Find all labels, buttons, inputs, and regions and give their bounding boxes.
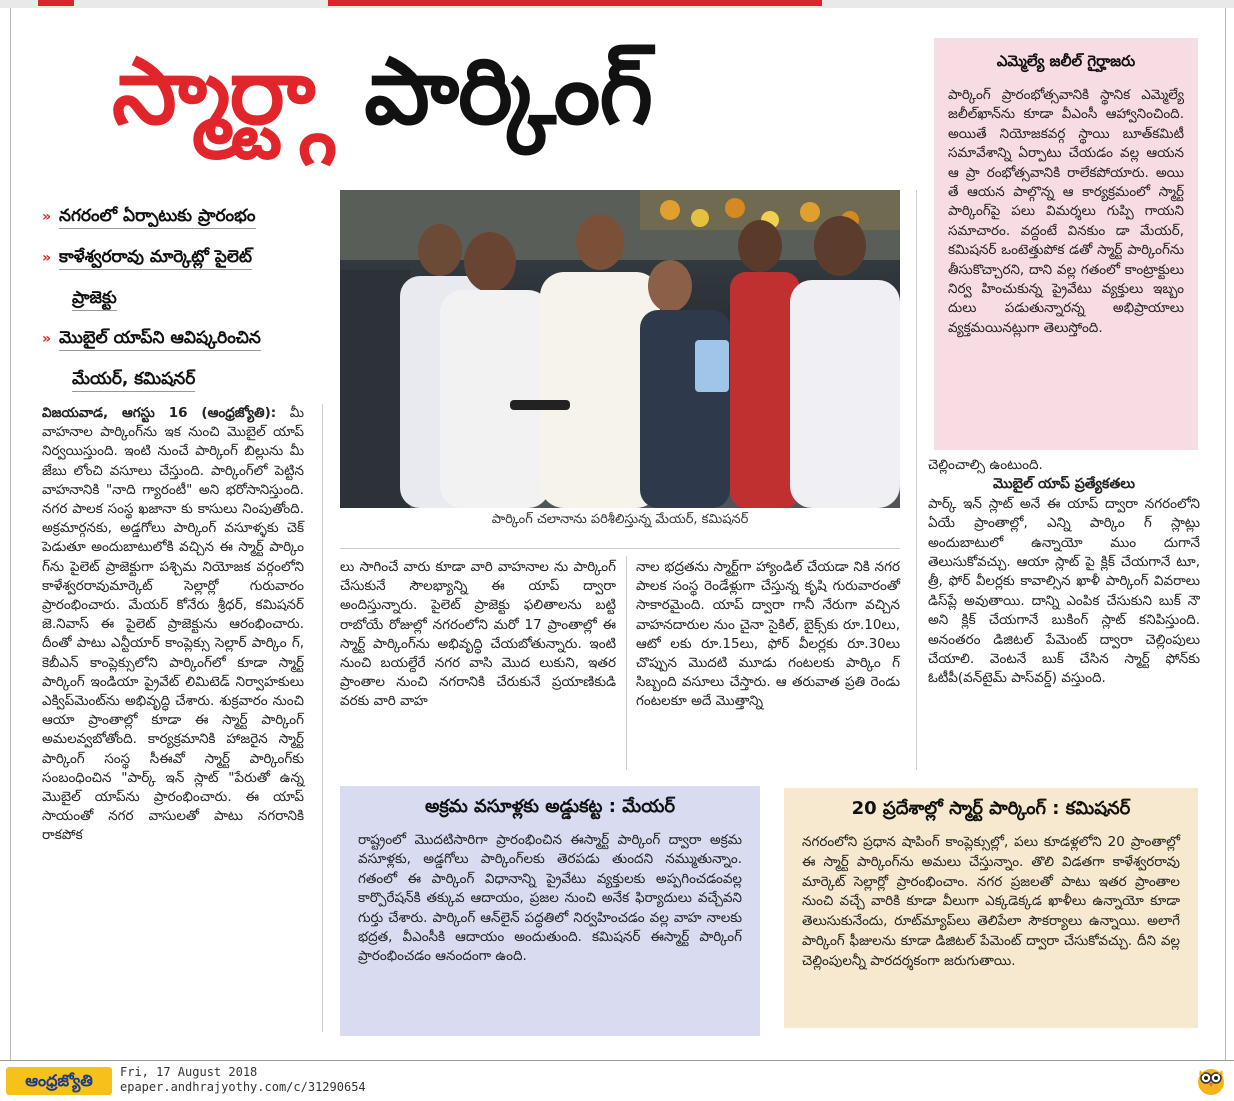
photo-caption: పార్కింగ్ చలానాను పరిశీలిస్తున్న మేయర్, కమిషనర్ xyxy=(491,512,749,527)
double-arrow-icon: » xyxy=(42,209,52,225)
column-divider xyxy=(626,556,627,770)
dateline: విజయవాడ, ఆగస్టు 16 (ఆంధ్రజ్యోతి): xyxy=(42,405,277,421)
article-column-4 xyxy=(928,456,1200,689)
quote-box-title: 20 ప్రదేశాల్లో స్మార్ట్ పార్కింగ్ : కమిషనర్ xyxy=(851,798,1131,819)
article-text: మీ వాహనాల పార్కింగ్‌ను ఇక నుంచి మొబైల్ యాప్ నిర్వయిస్తుంది. ఇంటి నుంచే పార్కింగ్ బిల్లును మీ జేబు లోంచి వసూలు చేస్తుంది. పార్కింగ్‌లో పెట్టిన వాహనానికి "నాది గ్యారంటీ" అని భరోసానిస్తుంది. నగర పాలక సంస్థ ఖజానా కు కాసులు నింపుతోంది. అక్రమార్గనకు, అడ్డగోలు పార్కింగ్ వసూళ్ళకు చెక్ పెడుతూ అందుబాటులోకి వచ్చిన ఈ స్మార్ట్ పార్కిం గ్‌ను పైలెట్ ప్రాజెక్టుగా పశ్చిమ నియోజక వర్గంలోని కాళేశ్వరరావుమార్కెట్ సెల్లార్లో గురువారం ప్రారంభించారు. మేయర్ కోనేరు శ్రీధర్, కమిషనర్ జె.నివాస్ ఈ పైలెట్ ప్రాజెక్టును ఆరంభించారు. దీంతో పాటు ఎన్టీయార్ కాంప్లెక్సు సెల్లార్ పార్కిం గ్, కెబీఎన్ కాంప్లెక్సులోని పార్కింగ్‌లో కూడా స్మార్ట్ పార్కింగ్ ఇండియా ప్రైవేట్ లిమిటెడ్ నిర్వాహకులు ఎక్విప్‌మెంట్‌ను అభివృద్ధి చేశారు. శుక్రవారం నుంచి ఆయా ప్రాంతాల్లో కూడా ఈ స్మార్ట్ పార్కింగ్ అమలవ్వబోతోంది. కార్యక్రమానికి హాజరైన స్మార్ట్ పార్కింగ్ సంస్థ సీఈవో స్మార్ట్ పార్కింగ్‌కు సంబంధించిన "పార్క్ ఇన్ స్లాట్ "పేరుతో ఉన్న మొబైల్ యాప్‌ను ప్రారంభించారు. ఈ యాప్ సాయంతో నగర వాసులతో పాటు నగరానికి రాకపోక xyxy=(42,405,304,844)
column-divider xyxy=(916,190,917,770)
photo-illustration xyxy=(340,190,900,508)
bullet-item xyxy=(42,237,332,318)
headline-red-part: స్మార్ట్ xyxy=(112,38,334,145)
bullet-item xyxy=(42,318,332,399)
andhrajyothy-logo[interactable]: ఆంధ్రజ్యోతి xyxy=(6,1067,112,1095)
edition-date: Fri, 17 August 2018 xyxy=(120,1065,258,1079)
column-divider xyxy=(322,404,323,1032)
quote-box-title: అక్రమ వసూళ్లకు అడ్డుకట్ట : మేయర్ xyxy=(424,796,676,817)
top-red-bar-center xyxy=(328,0,822,6)
footer-meta xyxy=(120,1065,366,1095)
double-arrow-icon: » xyxy=(42,250,52,266)
quote-box-text: నగరంలోని ప్రధాన షాపింగ్ కాంప్లెక్సుల్లో, పలు కూడళ్లలోని 20 ప్రాంతాల్లో ఈ స్మార్ట్ పార్కింగ్‌ను అమలు చేస్తున్నాం. తొలి విడతగా కాళేశ్వరరావు మార్కెట్ సెల్లార్లో ప్రారంభించాం. నగర ప్రజలతో పాటు ఇతర ప్రాంతాల నుంచి వచ్చే వారికి కూడా వీలుగా ఎక్కడెక్కడ ఖాళీలు ఉన్నాయో కూడా తెలుసుకునేందు, రూట్‌మ్యాప్‌లు తెలిపేలా సౌకర్యాలు ఉన్నాయి. అలాగే పార్కింగ్ ఫీజులను కూడా డిజిటల్ పేమెంట్ ద్వారా చేసుకోవచ్చు. దీని వల్ల చెల్లింపులన్నీ పారదర్శకంగా జరుగుతాయి. xyxy=(802,834,1180,969)
bullet-text: మొబైల్ యాప్‌ని ఆవిష్కరించిన xyxy=(59,328,261,351)
owl-icon xyxy=(1196,1064,1226,1096)
quote-box-commissioner xyxy=(784,788,1198,1028)
article-column-3: నాల భద్రతను స్మార్ట్‌గా హ్యాండిల్ చేయడా నికి నగర పాలక సంస్థ రెండేళ్లుగా చేస్తున్న కృషి గురువారంతో సాకారమైంది. యాప్ ద్వారా గానీ నేరుగా వచ్చిన వాహనదారుల నుం చైనా సైకిల్, బైక్స్‌కు రూ.10లు, ఆటో లకు రూ.15లు, ఫోర్ వీలర్లకు రూ.30లు చొప్పున మొదటి మూడు గంటలకు పార్కిం గ్ సిబ్బంది వసూలు చేస్తారు. ఆ తరువాత ప్రతి రెండు గంటలకూ అదే మొత్తాన్ని xyxy=(636,559,900,710)
headline xyxy=(112,32,652,152)
news-photo xyxy=(340,190,900,508)
highlight-bullets xyxy=(42,196,332,399)
article-text: పార్క్ ఇన్ స్లాట్ అనే ఈ యాప్ ద్వారా నగరంలోని ఏయే ప్రాంతాల్లో, ఎన్ని పార్కిం గ్ స్లాట్లు అందుబాటులో ఉన్నాయో ముం దుగానే తెలుసుకోవచ్చు. ఆయా స్లాట్ పై క్లిక్ చేయగానే టూ, త్రీ, ఫోర్ వీలర్లకు కావాల్సిన ఖాళీ పార్కింగ్ వివరాలు డిస్‌ప్లే అవుతాయి. దాన్ని ఎంపిక చేసుకుని బుక్ నౌ అని క్లిక్ చేయగానే బుకింగ్ స్లాట్ కనిపిస్తుంది. అనంతరం డిజిటల్ పేమెంట్ ద్వారా చెల్లింపులు చేయాలి. వెంటనే బుక్ చేసిన స్మార్ట్ ఫోన్‌కు ఓటీపీ(వన్‌టైమ్ పాస్‌వర్డ్) వస్తుంది. xyxy=(928,495,1200,687)
article-text: చెల్లించాల్సి ఉంటుంది. xyxy=(928,457,1043,473)
quote-box-mayor xyxy=(340,786,760,1036)
sidebar-box-mla xyxy=(934,38,1198,450)
section-rule xyxy=(340,548,900,549)
bullet-text-cont: ప్రాజెక్టు xyxy=(72,288,117,311)
bullet-text: నగరంలో ఏర్పాటుకు ప్రారంభం xyxy=(59,206,256,229)
top-red-bar-left xyxy=(38,0,74,6)
sidebar-box-title: ఎమ్మెల్యే జలీల్ గైర్హాజరు xyxy=(996,52,1136,70)
epaper-url[interactable]: epaper.andhrajyothy.com/c/31290654 xyxy=(120,1080,366,1094)
bullet-text: కాళేశ్వరరావు మార్కెట్లో పైలెట్ xyxy=(59,247,252,270)
article-column-2: లు సాగించే వారు కూడా వారి వాహనాల ను పార్కింగ్ చేసుకునే సౌలభ్యాన్ని ఈ యాప్ ద్వారా అందిస్తున్నారు. పైలెట్ ప్రాజెక్టు ఫలితాలను బట్టి రాబోయే రోజుల్లో నగరంలోని మరో 17 ప్రాంతాల్లో ఈ స్మార్ట్ పార్కింగ్‌ను అభివృద్ధి చేయబోతున్నారు. ఇంటి నుంచి బయల్దేరే నగర వాసి మొద లుకుని, ఇతర ప్రాంతాల నుంచి నగరానికి చేరుకునే ప్రయాణికుడి వరకు వారి వాహ xyxy=(340,559,616,710)
quote-box-text: రాష్ట్రంలో మొదటిసారిగా ప్రారంభించిన ఈస్మార్ట్ పార్కింగ్ ద్వారా అక్రమ వసూళ్లకు, అడ్డగోలు పార్కింగ్‌లకు తెరపడు తుందని నమ్ముతున్నాం. గతంలో ఈ పార్కింగ్ విధానాన్ని ప్రైవేటు వ్యక్తులకు అప్పగించడంవల్ల కార్పొరేషన్‌కి తక్కువ ఆదాయం, ప్రజల నుంచి అనేక ఫిర్యాదులు వచ్చేవని గుర్తు చేశారు. పార్కింగ్ ఆన్‌లైన్ పద్ధతిలో నిర్వహించడం వల్ల వాహ నాలకు భద్రత, వీఎంసీకి ఆదాయం అందుతుంది. కమిషనర్ ఈస్మార్ట్ పార్కింగ్ ప్రారంభించడం ఆనందంగా ఉంది. xyxy=(358,832,742,965)
headline-black-part: గా పార్కింగ్ xyxy=(333,38,652,145)
subheading: మొబైల్ యాప్ ప్రత్యేకతలు xyxy=(992,476,1135,493)
bullet-item xyxy=(42,196,332,237)
article-column-1 xyxy=(42,404,304,846)
sidebar-box-text: పార్కింగ్ ప్రారంభోత్సవానికి స్థానిక ఎమ్మెల్యే జలీల్‌ఖాన్‌ను కూడా వీఎంసీ ఆహ్వానించింది. అయితే నియోజకవర్గ స్థాయి బూత్‌కమిటీ సమావేశాన్ని ఏర్పాటు చేయడం వల్ల ఆయన ఆ ప్రా రంభోత్సవానికి రాలేకపోయారు. అయి తే ఆయన పాల్గొన్న ఆ కార్యక్రమంలో స్మార్ట్ పార్కింగ్‌పై పలు విమర్శలు గుప్పి గాయని సమాచారం. వద్దంటే వినకుం డా మేయర్, కమిషనర్ ఒంటెత్తుపోక డతో స్మార్ట్ పార్కింగ్‌ను తీసుకొచ్చారని, దాని వల్ల గతంలో కాంట్రాక్టులు నిర్వ హించుకున్న ప్రైవేటు వ్యక్తులు ఇబ్బం దులు పడుతున్నారన్న అభిప్రాయాలు వ్యక్తమయినట్లుగా తెలుస్తోంది. xyxy=(948,87,1184,336)
bullet-text-cont: మేయర్, కమిషనర్ xyxy=(72,369,195,392)
top-strip xyxy=(0,0,1234,8)
epaper-footer xyxy=(0,1060,1234,1101)
double-arrow-icon: » xyxy=(42,331,52,347)
